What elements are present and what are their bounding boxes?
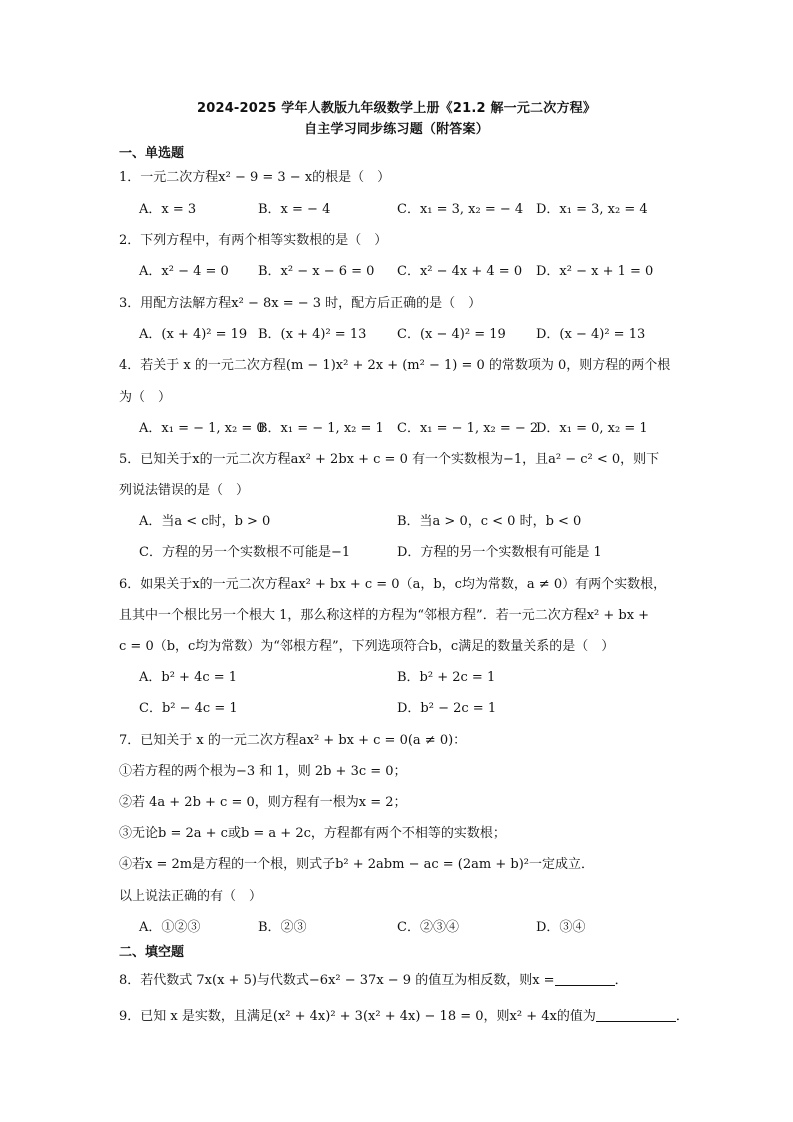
q3-option-c: C．(x − 4)² = 19 bbox=[397, 327, 506, 342]
q2-option-b: B．x² − x − 6 = 0 bbox=[258, 264, 375, 279]
question-7-statement-2: ②若 4a + 2b + c = 0，则方程有一根为x = 2； bbox=[119, 795, 407, 810]
q3-option-a: A．(x + 4)² = 19 bbox=[139, 327, 248, 342]
q2-option-c: C．x² − 4x + 4 = 0 bbox=[397, 264, 523, 279]
question-6-stem-line1: 6．如果关于x的一元二次方程ax² + bx + c = 0（a，b，c均为常数，a ≠ 0）有两个实数根， bbox=[119, 577, 667, 592]
question-5-stem-line2: 列说法错误的是（ ） bbox=[119, 483, 250, 498]
question-8-line bbox=[119, 969, 628, 988]
question-8-stem: 8．若代数式 7x(x + 5)与代数式−6x² − 37x − 9 的值互为相反数，则x = bbox=[119, 973, 555, 988]
q1-option-a: A．x = 3 bbox=[139, 202, 197, 217]
q7-option-d: D．③④ bbox=[536, 920, 586, 935]
q6-option-b: B．b² + 2c = 1 bbox=[397, 670, 496, 685]
q7-option-a: A．①②③ bbox=[139, 920, 201, 935]
section-heading-fill-in: 二、填空题 bbox=[119, 945, 185, 960]
q1-option-d: D．x₁ = 3, x₂ = 4 bbox=[536, 202, 648, 217]
q4-option-c: C．x₁ = − 1, x₂ = − 2 bbox=[397, 421, 539, 436]
question-5-stem-line1: 5．已知关于x的一元二次方程ax² + 2bx + c = 0 有一个实数根为−1，且a² − c² < 0，则下 bbox=[119, 452, 660, 467]
question-9-line bbox=[119, 1005, 689, 1024]
q7-option-c: C．②③④ bbox=[397, 920, 459, 935]
question-7-statement-1: ①若方程的两个根为−3 和 1，则 2b + 3c = 0； bbox=[119, 764, 407, 779]
q2-option-a: A．x² − 4 = 0 bbox=[139, 264, 229, 279]
question-6-stem-line3: c = 0（b，c均为常数）为“邻根方程”，下列选项符合b，c满足的数量关系的是（ ） bbox=[119, 639, 615, 654]
q7-option-b: B．②③ bbox=[258, 920, 307, 935]
document-title: 2024-2025 学年人教版九年级数学上册《21.2 解一元二次方程》 bbox=[196, 101, 597, 116]
question-3-stem: 3．用配方法解方程x² − 8x = − 3 时，配方后正确的是（ ） bbox=[119, 296, 482, 311]
question-8-answer-blank[interactable] bbox=[555, 973, 615, 986]
question-9-stem: 9．已知 x 是实数，且满足(x² + 4x)² + 3(x² + 4x) − 18 = 0，则x² + 4x的值为 bbox=[119, 1009, 596, 1024]
question-6-stem-line2: 且其中一个根比另一个根大 1，那么称这样的方程为“邻根方程”．若一元二次方程x² + bx + bbox=[119, 608, 650, 623]
q5-option-d: D．方程的另一个实数根有可能是 1 bbox=[397, 545, 602, 560]
question-8-end: ． bbox=[614, 973, 628, 988]
question-7-statement-3: ③无论b = 2a + c或b = a + 2c，方程都有两个不相等的实数根； bbox=[119, 826, 506, 841]
q6-option-a: A．b² + 4c = 1 bbox=[139, 670, 238, 685]
question-9-end: ． bbox=[675, 1009, 689, 1024]
q4-option-d: D．x₁ = 0, x₂ = 1 bbox=[536, 421, 648, 436]
q4-option-b: B．x₁ = − 1, x₂ = 1 bbox=[258, 421, 384, 436]
q2-option-d: D．x² − x + 1 = 0 bbox=[536, 264, 654, 279]
question-7-stem: 7．已知关于 x 的一元二次方程ax² + bx + c = 0(a ≠ 0)： bbox=[119, 733, 467, 748]
q1-option-c: C．x₁ = 3, x₂ = − 4 bbox=[397, 202, 524, 217]
q6-option-c: C．b² − 4c = 1 bbox=[139, 701, 238, 716]
question-1-stem: 1．一元二次方程x² − 9 = 3 − x的根是（ ） bbox=[119, 170, 391, 185]
q3-option-d: D．(x − 4)² = 13 bbox=[536, 327, 646, 342]
q5-option-c: C．方程的另一个实数根不可能是−1 bbox=[139, 545, 351, 560]
question-4-stem-line1: 4．若关于 x 的一元二次方程(m − 1)x² + 2x + (m² − 1) = 0 的常数项为 0，则方程的两个根 bbox=[119, 358, 671, 373]
document-subtitle: 自主学习同步练习题（附答案） bbox=[304, 122, 489, 137]
question-9-answer-blank[interactable] bbox=[596, 1009, 676, 1022]
question-2-stem: 2．下列方程中，有两个相等实数根的是（ ） bbox=[119, 233, 388, 248]
q4-option-a: A．x₁ = − 1, x₂ = 0 bbox=[139, 421, 265, 436]
question-7-prompt: 以上说法正确的有（ ） bbox=[119, 889, 263, 904]
q6-option-d: D．b² − 2c = 1 bbox=[397, 701, 497, 716]
q5-option-b: B．当a > 0，c < 0 时，b < 0 bbox=[397, 514, 582, 529]
section-heading-single-choice: 一、单选题 bbox=[119, 146, 185, 161]
q3-option-b: B．(x + 4)² = 13 bbox=[258, 327, 367, 342]
q1-option-b: B．x = − 4 bbox=[258, 202, 331, 217]
question-4-stem-line2: 为（ ） bbox=[119, 390, 172, 405]
q5-option-a: A．当a < c时，b > 0 bbox=[139, 514, 271, 529]
question-7-statement-4: ④若x = 2m是方程的一个根，则式子b² + 2abm − ac = (2am + b)²一定成立． bbox=[119, 857, 594, 872]
